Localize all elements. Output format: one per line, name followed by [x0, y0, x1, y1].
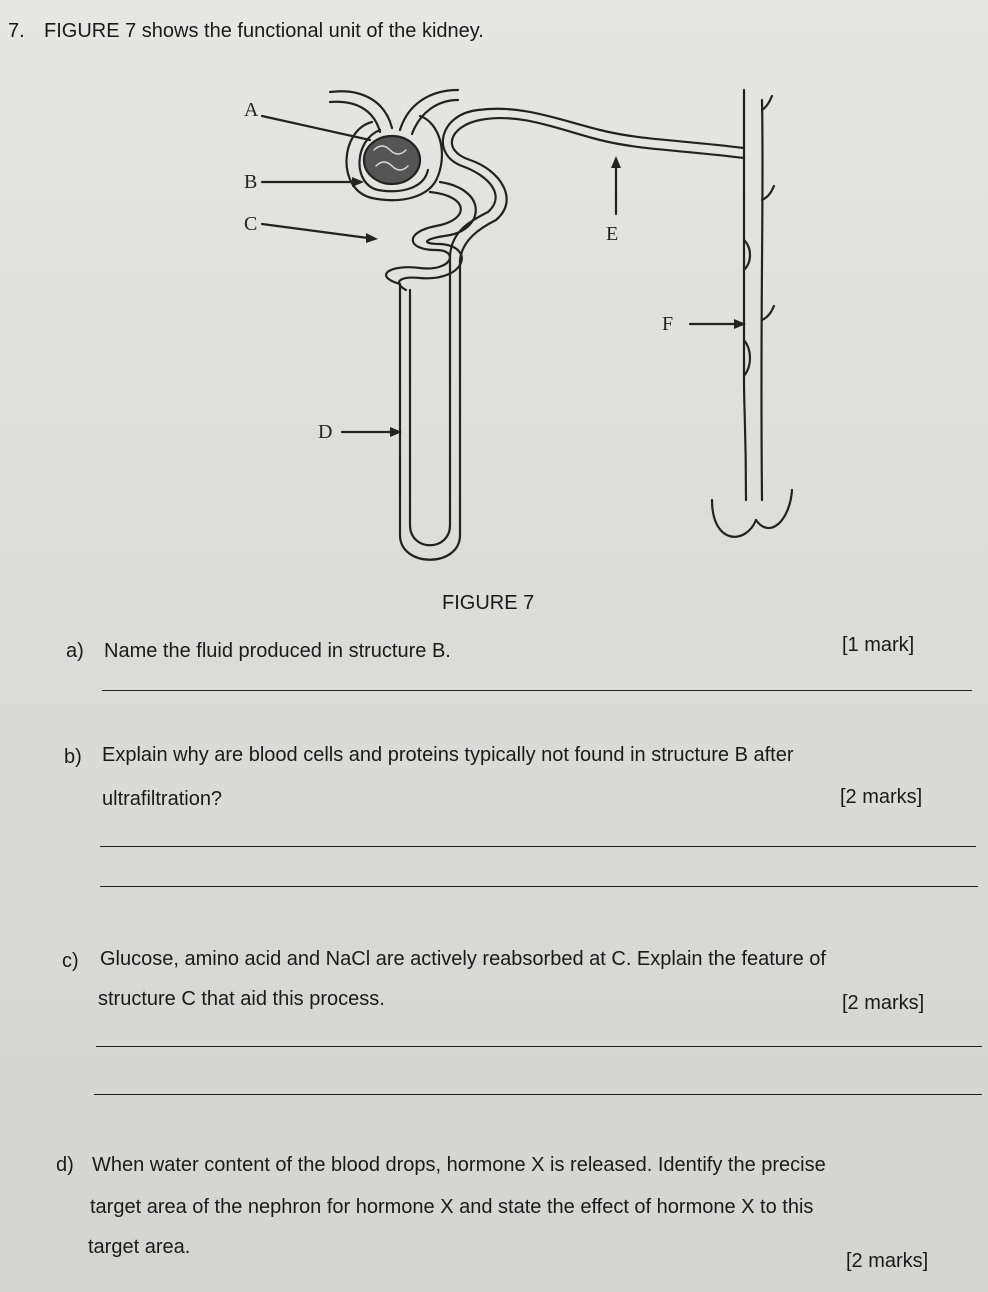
part-b-text-line2: ultrafiltration? [102, 788, 223, 810]
part-a-marks: [1 mark] [842, 634, 915, 656]
answer-line-c2[interactable] [94, 1094, 982, 1095]
part-a-id: a) [66, 640, 84, 662]
afferent-arteriole [330, 91, 392, 128]
glomerulus [364, 136, 420, 184]
question-number: 7. [8, 20, 25, 42]
part-a-text: Name the fluid produced in structure B. [104, 640, 451, 662]
part-d-text-line3: target area. [88, 1236, 191, 1258]
part-d-id: d) [56, 1154, 74, 1176]
answer-line-a[interactable] [102, 690, 972, 691]
question-stem: FIGURE 7 shows the functional unit of the kidney. [44, 20, 484, 42]
label-a: A [244, 99, 259, 121]
figure-caption: FIGURE 7 [442, 592, 535, 614]
part-b-id: b) [64, 746, 82, 768]
pointer-c [262, 224, 368, 238]
part-d-marks: [2 marks] [846, 1250, 929, 1272]
label-d: D [318, 421, 333, 443]
part-d-text-line2: target area of the nephron for hormone X and state the effect of hormone X to this [90, 1196, 814, 1218]
label-f: F [662, 313, 674, 335]
label-e: E [606, 223, 619, 245]
distal-tubule [452, 118, 744, 220]
answer-line-c1[interactable] [96, 1046, 982, 1047]
answer-line-b1[interactable] [100, 846, 976, 847]
part-b-text-line1: Explain why are blood cells and proteins typically not found in structure B after [102, 744, 794, 766]
part-c-id: c) [62, 950, 79, 972]
part-c-marks: [2 marks] [842, 992, 925, 1014]
collecting-duct [744, 90, 746, 500]
label-c: C [244, 213, 258, 235]
label-b: B [244, 171, 258, 193]
part-c-text-line2: structure C that aid this process. [98, 988, 385, 1010]
part-b-marks: [2 marks] [840, 786, 923, 808]
pointer-a [262, 116, 370, 140]
answer-line-b2[interactable] [100, 886, 978, 887]
ascending-limb [460, 220, 496, 535]
part-d-text-line1: When water content of the blood drops, hormone X is released. Identify the precise [92, 1154, 826, 1176]
nephron-diagram [0, 0, 988, 640]
loop-of-henle [400, 535, 460, 560]
part-c-text-line1: Glucose, amino acid and NaCl are actively reabsorbed at C. Explain the feature of [100, 948, 826, 970]
